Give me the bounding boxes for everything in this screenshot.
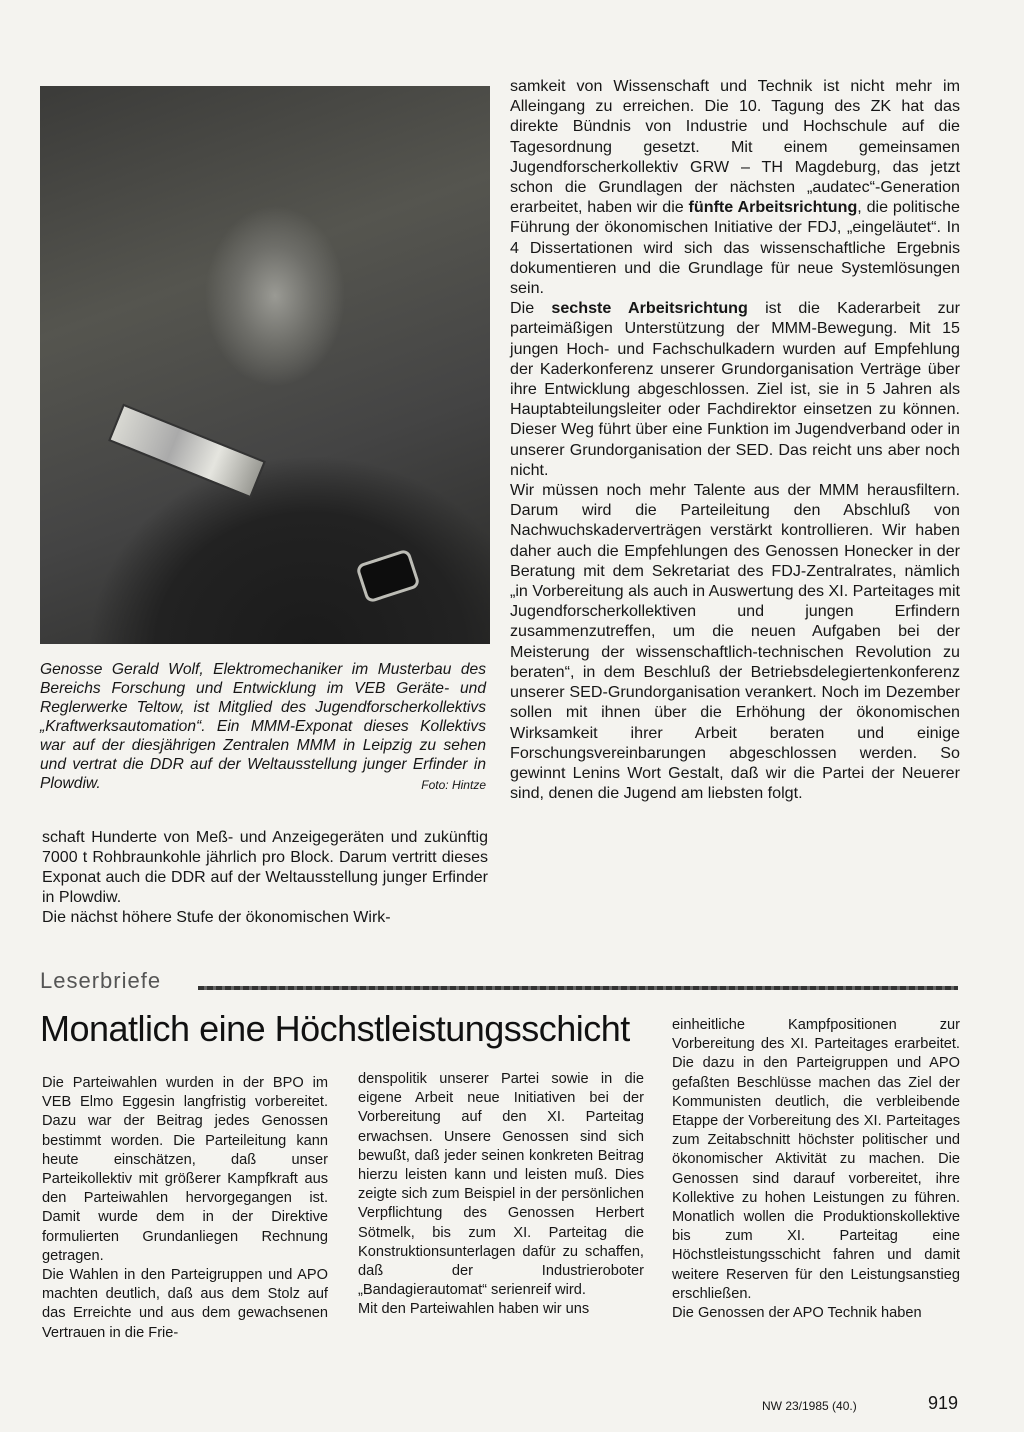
- photo-caption: [40, 660, 486, 795]
- article-paragraph: [510, 298, 960, 480]
- article-paragraph: schaft Hunderte von Meß- und Anzeigegeräten und zukünftig 7000 t Rohbraunkohle jährlich pro Block. Darum vertritt dieses Exponat auch die DDR auf der Weltausstellung junger Erfinder in Plowdiw.: [42, 829, 488, 906]
- letters-paragraph: Die Parteiwahlen wurden in der BPO im VEB Elmo Eggesin langfristig vorbereitet. Dazu war der Beitrag jedes Genossen bestimmt worden. Die Parteileitung kann heute einschätzen, daß unser Parteikollektiv mit größerer Kampfkraft aus den Parteiwahlen hervorgegangen ist. Damit wurde dem in der Direktive formulierten Grundanliegen Rechnung getragen.: [42, 1075, 328, 1264]
- article-paragraph: Die nächst höhere Stufe der ökonomischen Wirk-: [42, 909, 391, 926]
- letters-column-2: [358, 1070, 644, 1320]
- letters-paragraph: Mit den Parteiwahlen haben wir uns: [358, 1301, 590, 1318]
- wristwatch: [355, 548, 421, 603]
- text-run: ist die Kaderarbeit zur parteimäßigen Unterstützung der MMM-Bewegung. Mit 15 jungen Hoch- und Fachschulkadern wurden auf Empfehlung der Kaderkonferenz unserer Grundorganisation Verträge über ihre Entwicklung abgeschlossen. Ziel ist, sie in 5 Jahren als Hauptabteilungsleiter oder Fachdirektor einsetzen zu können. Dieser Weg führt über eine Funktion im Jugendverband oder in unserer Grundorganisation der SED. Das reicht uns aber noch nicht.: [510, 299, 960, 479]
- article-paragraph: [510, 76, 960, 298]
- letters-paragraph: einheitliche Kampfpositionen zur Vorbereitung des XI. Parteitages erarbeitet. Die dazu in den Parteigruppen und APO gefaßten Beschlüsse machen das Ziel der Kommunisten deutlich, die verbleibende Etappe der Vorbereitung des XI. Parteitages zum Zeitabschnitt höchster politischer und ökonomischer Aktivität zu machen. Die Genossen sind darauf vorbereitet, ihre Kollektive zu hohen Leistungen zu führen. Monatlich wollen die Produktionskollektive bis zum XI. Parteitag eine Höchstleistungsschicht fahren und damit weitere Reserven für den Leistungsanstieg erschließen.: [672, 1017, 960, 1302]
- section-rule: [198, 986, 958, 990]
- letters-headline: Monatlich eine Höchstleistungsschicht: [40, 1008, 630, 1049]
- letters-column-3: [672, 1016, 960, 1323]
- section-label: Leserbriefe: [40, 968, 162, 993]
- photo-credit: Foto: Hintze: [421, 778, 486, 792]
- article-column-left: [42, 828, 488, 928]
- letters-column-1: [42, 1074, 328, 1343]
- article-column-right: [510, 76, 960, 803]
- text-run: samkeit von Wissenschaft und Technik ist nicht mehr im Alleingang zu erreichen. Die 10. Tagung des ZK hat das direkte Bündnis von Industrie und Hochschule auf die Tagesordnung gesetzt. Mit einem gemeinsamen Jugendforscherkollektiv GRW – TH Magdeburg, das jetzt schon die Grundlagen der nächsten „audatec“-Generation erarbeitet, haben wir die: [510, 77, 960, 217]
- text-run: , die politische Führung der ökonomischen Initiative der FDJ, „eingeläutet“. In 4 Dissertationen wird sich das wissenschaftliche Ergebnis dokumentieren und die Grundlage für neue Systemlösungen sein.: [510, 198, 960, 298]
- device-in-hands: [108, 404, 266, 499]
- page-number: 919: [928, 1393, 959, 1413]
- bold-term: sechste Arbeitsrichtung: [551, 299, 748, 318]
- caption-text: Genosse Gerald Wolf, Elektromechaniker im Musterbau des Bereichs Forschung und Entwicklung im VEB Geräte- und Reglerwerke Teltow, ist Mitglied des Jugendforscherkollektivs „Kraftwerksautomation“. Ein MMM-Exponat dieses Kollektivs war auf der diesjährigen Zentralen MMM in Leipzig zu sehen und vertrat die DDR auf der Weltausstellung junger Erfinder in Plowdiw.: [40, 661, 486, 792]
- article-paragraph: Wir müssen noch mehr Talente aus der MMM herausfiltern. Darum wird die Parteileitung den Abschluß von Nachwuchskaderverträgen verstärkt kontrollieren. Wir haben daher auch die Empfehlungen des Genossen Honecker in der Beratung mit dem Sekretariat des FDJ-Zentralrates, nämlich „in Vorbereitung als auch in Auswertung des XI. Parteitages mit Jugendforscherkollektiven und jungen Erfindern zusammenzutreffen, um die neuen Aufgaben bei der Meisterung der wissenschaftlich-technischen Revolution zu beraten“, in dem Beschluß der Betriebsdelegiertenkonferenz unserer SED-Grundorganisation verankert. Noch im Dezember sollen mit ihnen über die Erhöhung der ökonomischen Wirksamkeit ihrer Arbeit beraten und einige Forschungsvereinbarungen abgeschlossen werden. So gewinnt Lenins Wort Gestalt, daß wir die Partei der Neuerer sind, denen die Jugend am liebsten folgt.: [510, 481, 960, 803]
- bold-term: fünfte Arbeitsrichtung: [688, 198, 858, 217]
- portrait-photo: [40, 86, 490, 644]
- letters-paragraph: Die Wahlen in den Parteigruppen und APO machten deutlich, daß aus dem Stolz auf das Erreichte und aus dem gewachsenen Vertrauen in die Frie-: [42, 1267, 328, 1341]
- issue-reference: NW 23/1985 (40.): [762, 1399, 857, 1413]
- text-run: Die: [510, 299, 552, 318]
- letters-paragraph: Die Genossen der APO Technik haben: [672, 1305, 922, 1322]
- letters-paragraph: denspolitik unserer Partei sowie in die eigene Arbeit neue Initiativen bei der Vorbereitung auf den XI. Parteitag erwachsen. Unsere Genossen sind sich bewußt, daß jeder seinen konkreten Beitrag hierzu leisten kann und leisten muß. Dies zeigte sich zum Beispiel in der persönlichen Verpflichtung des Genossen Herbert Sötmelk, bis zum XI. Parteitag die Konstruktionsunterlagen dafür zu schaffen, daß der Industrieroboter „Bandagierautomat“ serienreif wird.: [358, 1071, 644, 1299]
